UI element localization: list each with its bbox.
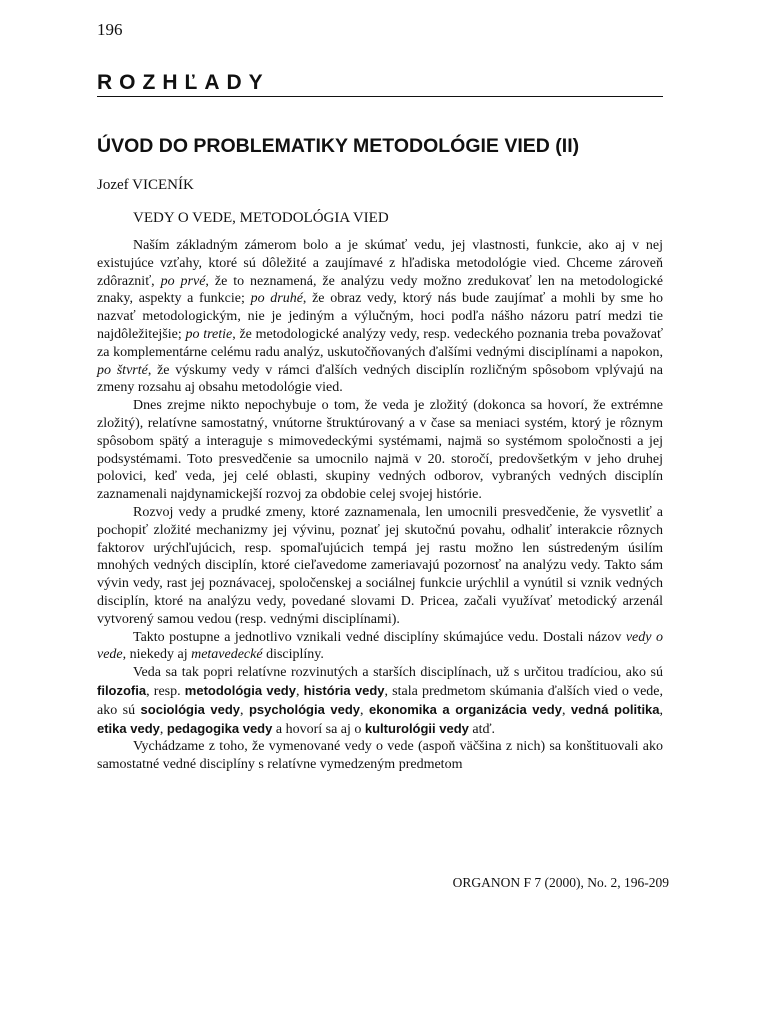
- discipline-term: psychológia vedy: [248, 701, 361, 717]
- paragraph: Vychádzame z toho, že vymenované vedy o vede (aspoň väčšina z nich) sa konštituovali ako samostatné vedné disciplíny s relatívne vymedzeným predmetom: [97, 739, 663, 773]
- emphasis-text: po prvé: [160, 273, 206, 289]
- discipline-term: história vedy: [303, 682, 385, 698]
- discipline-term: sociológia vedy: [140, 701, 241, 717]
- discipline-term: etika vedy: [97, 720, 160, 736]
- page-number: 196: [97, 20, 123, 39]
- emphasis-text: po druhé: [250, 291, 303, 307]
- article-title: ÚVOD DO PROBLEMATIKY METODOLÓGIE VIED (II): [97, 135, 580, 157]
- paragraph: Naším základným zámerom bolo a je skúmať vedu, jej vlastnosti, funkcie, ako aj v nej existujúce vzťahy, ktoré sú dôležité a zaujímavé z hľadiska metodológie vied. Chceme zároveň zdôrazniť, po prvé, že to neznamená, že analýzu vedy možno zredukovať len na metodologické znaky, aspekty a funkcie; po druhé, že obraz vedy, ktorý nás bude zaujímať a mohli by sme ho nazvať metodologickým, nie je jediným a výlučným, hoci podľa nášho názoru patrí medzi tie najdôležitejšie; po tretie, že metodologické analýzy vedy, resp. vedeckého poznania treba považovať za komplementárne celému radu analýz, uskutočňovaných ďalšími vednými disciplínami a napokon, po štvrté, že výskumy vedy v rámci ďalších vedných disciplín rozličným spôsobom vplývajú na zmeny rozsahu aj obsahu metodológie vied.: [97, 238, 663, 396]
- emphasis-text: metavedecké: [191, 647, 263, 663]
- header-rule: [97, 96, 663, 97]
- discipline-term: metodológia vedy: [184, 682, 296, 698]
- discipline-term: vedná politika: [570, 701, 660, 717]
- emphasis-text: po tretie: [185, 326, 233, 342]
- section-header: ROZHĽADY: [97, 71, 270, 94]
- article-body: [97, 237, 663, 774]
- discipline-term: filozofia: [97, 682, 147, 698]
- emphasis-text: vedy o vede: [97, 629, 663, 663]
- paragraph: Veda sa tak popri relatívne rozvinutých a starších disciplínach, už s určitou tradíciou, ako sú filozofia, resp. metodológia vedy, história vedy, stala predmetom skúmania ďalších vied o vede, ako sú sociológia vedy, psychológia vedy, ekonomika a organizácia vedy, vedná politika, etika vedy, pedagogika vedy a hovorí sa aj o kulturológii vedy atď.: [97, 665, 664, 737]
- section-subheading: VEDY O VEDE, METODOLÓGIA VIED: [133, 210, 389, 226]
- journal-citation: ORGANON F 7 (2000), No. 2, 196-209: [452, 875, 669, 890]
- author-name: Jozef VICENÍK: [97, 177, 194, 193]
- paragraph: Dnes zrejme nikto nepochybuje o tom, že veda je zložitý (dokonca sa hovorí, že extrémne zložitý), relatívne samostatný, vnútorne štruktúrovaný a v čase sa meniaci systém, ktorý je rôznym spôsobom spätý a interaguje s mimovedeckými systémami, najmä so systémom spoločnosti a jej podsystémami. Toto presvedčenie sa umocnilo najmä v 20. storočí, predovšetkým v jeho druhej polovici, keď veda, jej celé oblasti, skupiny vedných odborov, vybraných vedných disciplín zaznamenali najdynamickejší rozvoj za obdobie celej svojej histórie.: [97, 398, 663, 503]
- paragraph: Takto postupne a jednotlivo vznikali vedné disciplíny skúmajúce vedu. Dostali názov vedy o vede, niekedy aj metavedecké disciplíny.: [97, 629, 663, 663]
- discipline-term: kulturológii vedy: [364, 720, 469, 736]
- paragraph: Rozvoj vedy a prudké zmeny, ktoré zaznamenala, len umocnili presvedčenie, že vysvetliť a pochopiť zložité mechanizmy jej vývinu, poznať jej skutočnú povahu, odhaliť interakcie rôznych faktorov urýchľujúcich, resp. spomaľujúcich tempá jej rastu možno len sústredeným úsilím mnohých vedných disciplín, ktoré cieľavedome zameriavajú pozornosť na analýzu vedy. Takto sám vývin vedy, rast jej poznávacej, spoločenskej a sociálnej funkcie urýchlil a vynútil si vznik vedných disciplín, ktoré na analýzu vedy, povedané slovami D. Pricea, začali využívať metodický arzenál vytvorený samou vedou (resp. vednými disciplínami).: [97, 504, 663, 627]
- discipline-term: ekonomika a organizácia vedy: [368, 701, 562, 717]
- discipline-term: pedagogika vedy: [166, 720, 273, 736]
- emphasis-text: po štvrté: [97, 362, 148, 378]
